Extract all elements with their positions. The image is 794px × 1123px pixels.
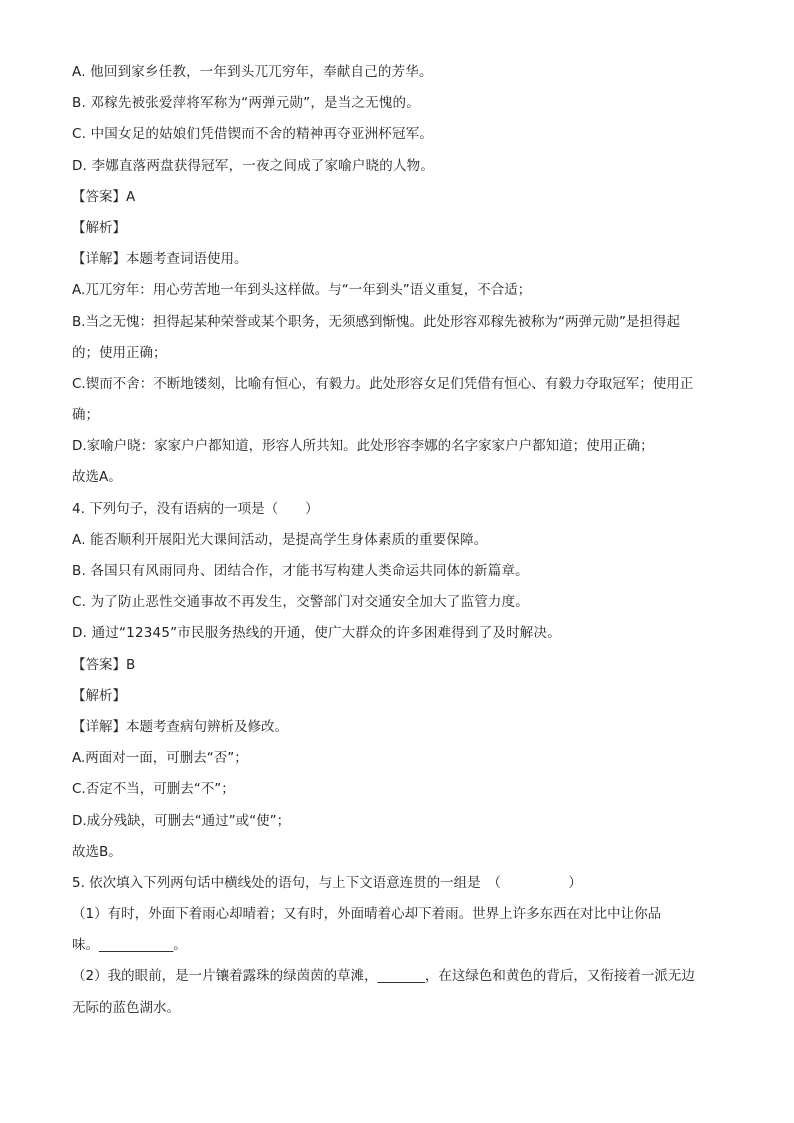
q4-conclusion: 故选B。 (72, 843, 122, 860)
option-d-line: D. 李娜直落两盘获得冠军，一夜之间成了家喻户晓的人物。 (72, 157, 435, 174)
q4-analysis-label: 【解析】 (72, 687, 126, 704)
q4-option-a: A. 能否顺利开展阳光大课间活动，是提高学生身体素质的重要保障。 (72, 531, 488, 548)
detail-line-c: C.锲而不舍：不断地镂刻，比喻有恒心，有毅力。此处形容女足们凭借有恒心、有毅力夺取冠军；使用正 (72, 375, 694, 392)
q4-detail-c: C.否定不当，可删去“不”； (72, 781, 235, 798)
answer-label: 【答案】A (72, 188, 136, 205)
option-b-line: B. 邓稼先被张爱萍将军称为“两弹元勋”，是当之无愧的。 (72, 95, 420, 112)
q4-option-d: D. 通过“12345”市民服务热线的开通，使广大群众的许多困难得到了及时解决。 (72, 625, 561, 642)
detail-line-b: B.当之无愧：担得起某种荣誉或某个职务，无须感到惭愧。此处形容邓稼先被称为“两弹元勋”是担得起 (72, 313, 681, 330)
q5-sentence-2-cont: 无际的蓝色湖水。 (72, 999, 180, 1016)
q5-sentence-1: （1）有时，外面下着雨心却晴着；又有时，外面晴着心却下着雨。世界上许多东西在对比中让你品 (72, 906, 662, 923)
q4-detail-heading: 【详解】本题考查病句辨析及修改。 (72, 718, 288, 735)
option-a-line: A. 他回到家乡任教，一年到头兀兀穷年，奉献自己的芳华。 (72, 64, 433, 80)
q4-detail-a: A.两面对一面，可删去“否”； (72, 750, 248, 767)
detail-line-c-cont: 确； (72, 407, 99, 424)
question-4-stem: 4. 下列句子，没有语病的一项是（ ） (72, 500, 319, 517)
detail-heading: 【详解】本题考查词语使用。 (72, 251, 248, 268)
detail-line-a: A.兀兀穷年：用心劳苦地一年到头这样做。与“一年到头”语义重复，不合适； (72, 282, 532, 299)
document-page (72, 62, 722, 1029)
q4-answer-label: 【答案】B (72, 656, 136, 673)
q4-option-c: C. 为了防止恶性交通事故不再发生，交警部门对交通安全加大了监管力度。 (72, 594, 530, 611)
q5-sentence-1-cont: 味。___________。 (72, 937, 187, 954)
conclusion-line: 故选A。 (72, 469, 122, 486)
q4-detail-d: D.成分残缺，可删去“通过”或“使”； (72, 812, 291, 829)
analysis-label: 【解析】 (72, 219, 126, 236)
question-5-stem: 5. 依次填入下列两句话中横线处的语句，与上下文语意连贯的一组是 （ ） (72, 874, 582, 891)
option-c-line: C. 中国女足的姑娘们凭借锲而不舍的精神再夺亚洲杯冠军。 (72, 126, 434, 143)
q4-option-b: B. 各国只有风雨同舟、团结合作，才能书写构建人类命运共同体的新篇章。 (72, 563, 529, 579)
detail-line-b-cont: 的；使用正确； (72, 344, 167, 361)
q5-sentence-2: （2）我的眼前，是一片镶着露珠的绿茵茵的草滩，_______，在这绿色和黄色的背后，又衔接着一派无边 (72, 968, 695, 985)
detail-line-d: D.家喻户晓：家家户户都知道，形容人所共知。此处形容李娜的名字家家户户都知道；使用正确； (72, 438, 654, 455)
